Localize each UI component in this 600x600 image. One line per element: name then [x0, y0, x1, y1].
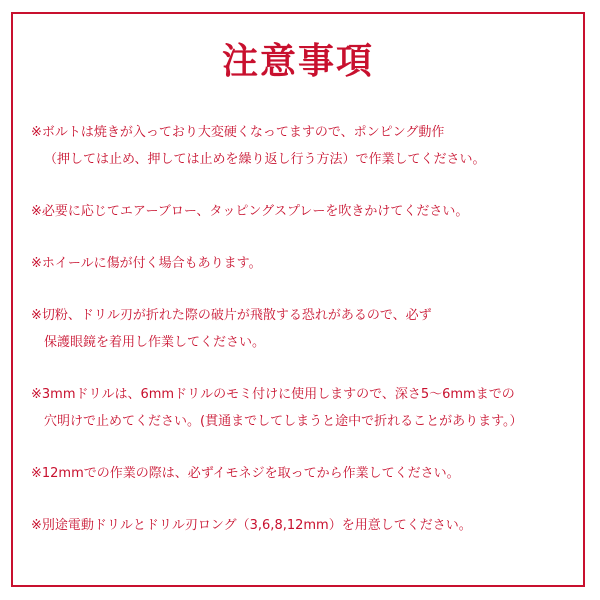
note-item [31, 460, 571, 487]
note-line: （押しては止め、押しては止めを繰り返し行う方法）で作業してください。 [44, 152, 486, 167]
note-line: 穴明けで止めてください。(貫通までしてしまうと途中で折れることがあります。） [44, 414, 523, 429]
note-line: ※12mmでの作業の際は、必ずイモネジを取ってから作業してください。 [31, 466, 460, 481]
note-item [31, 302, 571, 356]
notes-list [31, 119, 571, 564]
note-line: ※ホイールに傷が付く場合もあります。 [31, 256, 262, 271]
note-item [31, 198, 571, 225]
note-line: ※必要に応じてエアーブロー、タッピングスプレーを吹きかけてください。 [31, 204, 469, 219]
note-item [31, 512, 571, 539]
note-line: ※3mmドリルは、6mmドリルのモミ付けに使用しますので、深さ5～6mmまでの [31, 387, 515, 402]
note-line: ※ボルトは焼きが入っており大変硬くなってますので、ポンピング動作 [31, 125, 445, 140]
notice-frame [11, 12, 585, 587]
page-title: 注意事項 [221, 41, 374, 82]
note-item [31, 381, 571, 435]
note-item [31, 119, 571, 173]
note-line: ※別途電動ドリルとドリル刃ロング（3,6,8,12mm）を用意してください。 [31, 518, 472, 533]
note-line: ※切粉、ドリル刃が折れた際の破片が飛散する恐れがあるので、必ず [31, 308, 432, 323]
note-line: 保護眼鏡を着用し作業してください。 [44, 335, 266, 350]
note-item [31, 250, 571, 277]
